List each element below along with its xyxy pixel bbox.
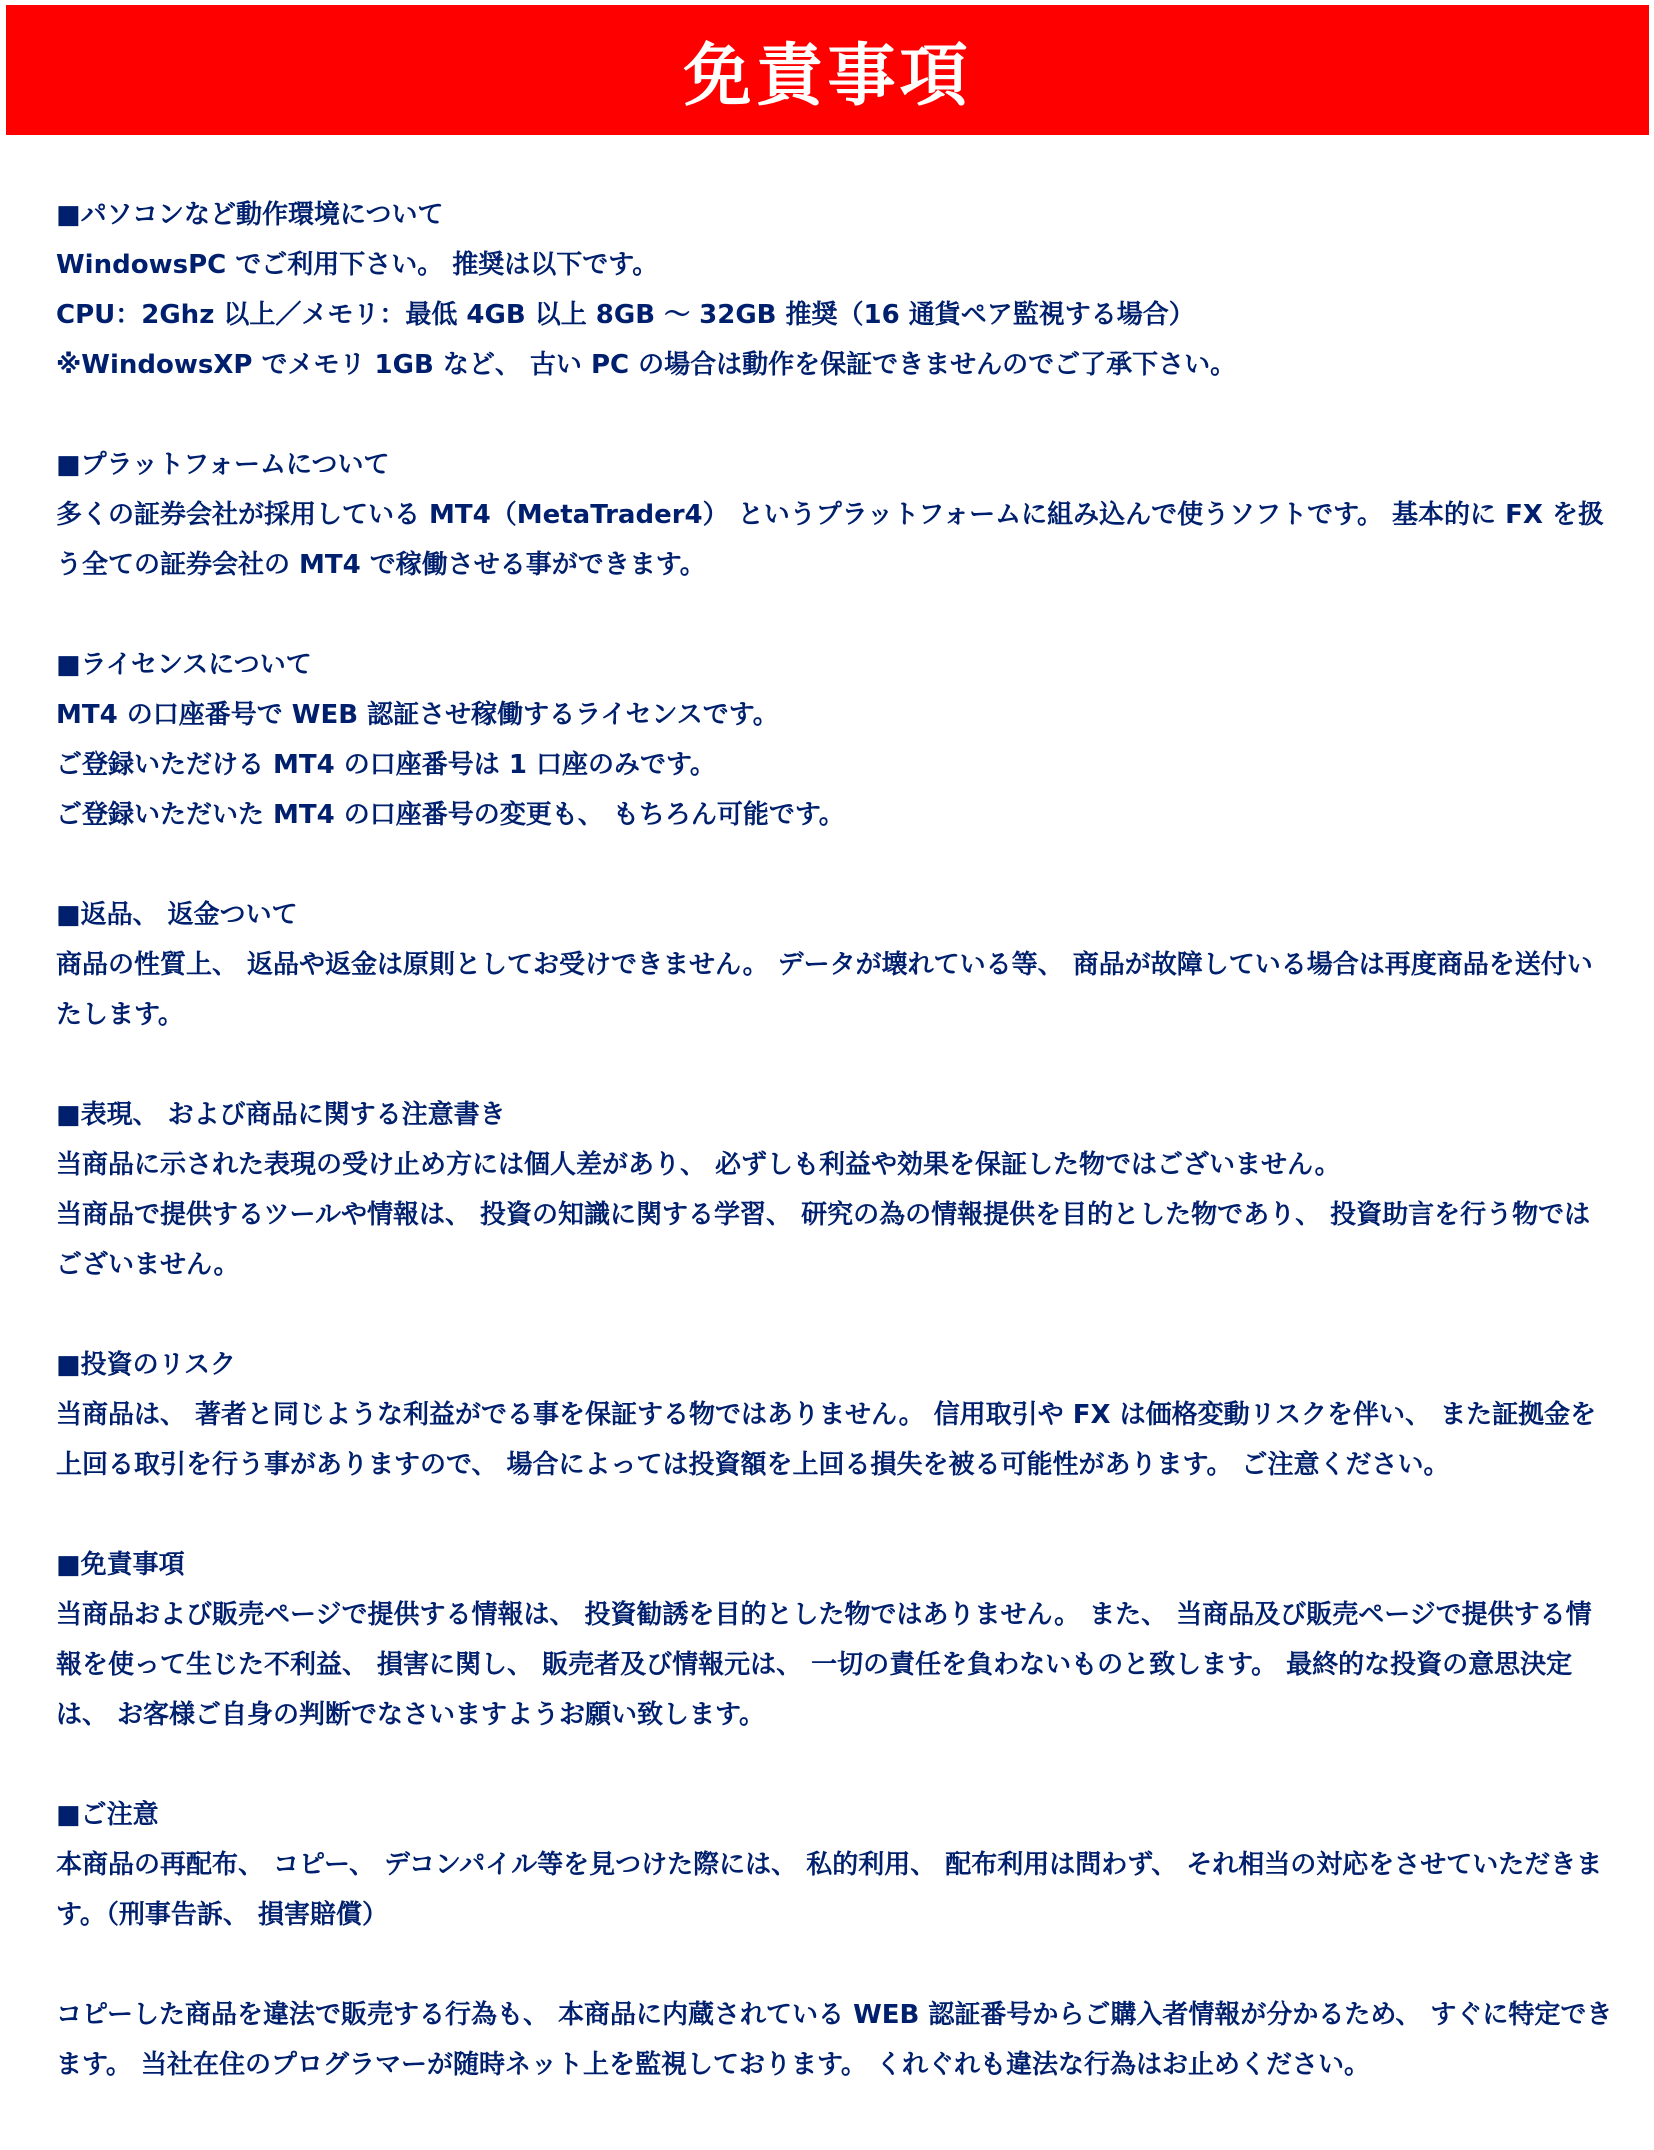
section-heading: ■返品、 返金ついて [56, 900, 298, 930]
section [56, 640, 1616, 840]
section-text: 当商品に示された表現の受け止め方には個人差があり、 必ずしも利益や効果を保証した物ではございません。 [56, 1150, 1341, 1180]
page-title: 免責事項 [683, 36, 972, 116]
section [56, 1340, 1616, 1490]
section-text: ご登録いただける MT4 の口座番号は 1 口座のみです。 [56, 750, 716, 780]
section-heading: ■投資のリスク [56, 1350, 237, 1380]
document-body [56, 190, 1616, 2140]
section-heading: ■パソコンなど動作環境について [56, 200, 444, 230]
section-text: 当商品で提供するツールや情報は、 投資の知識に関する学習、 研究の為の情報提供を目的とした物であり、 投資助言を行う物ではございません。 [56, 1200, 1591, 1280]
section-heading: ■ご注意 [56, 1800, 159, 1830]
section-text: WindowsPC でご利用下さい。 推奨は以下です。 [56, 250, 659, 280]
section-text: ご登録いただいた MT4 の口座番号の変更も、 もちろん可能です。 [56, 800, 845, 830]
section-text: ※WindowsXP でメモリ 1GB など、 古い PC の場合は動作を保証できませんのでご了承下さい。 [56, 350, 1237, 380]
section-text: 多くの証券会社が採用している MT4（MetaTrader4） というプラットフォームに組み込んで使うソフトです。 基本的に FX を扱う全ての証券会社の MT4 で稼働させる事ができます。 [56, 500, 1604, 580]
section-text: 当商品および販売ページで提供する情報は、 投資勧誘を目的とした物ではありません。 また、 当商品及び販売ページで提供する情報を使って生じた不利益、 損害に関し、 販売者及び情報元は、 一切の責任を負わないものと致します。 最終的な投資の意思決定は、 お客様ご自身の判断でなさいますようお願い致します。 [56, 1600, 1592, 1730]
section-heading: ■プラットフォームについて [56, 450, 390, 480]
section-text: 本商品の再配布、 コピー、 デコンパイル等を見つけた際には、 私的利用、 配布利用は問わず、 それ相当の対応をさせていただきます。（刑事告訴、 損害賠償） [56, 1850, 1603, 1930]
section-heading: ■表現、 および商品に関する注意書き [56, 1100, 506, 1130]
section [56, 1790, 1616, 1940]
section [56, 1090, 1616, 1290]
section [56, 1540, 1616, 1740]
section [56, 190, 1616, 390]
header-banner [6, 5, 1649, 135]
section [56, 1990, 1616, 2090]
section-text: 当商品は、 著者と同じような利益がでる事を保証する物ではありません。 信用取引や FX は価格変動リスクを伴い、 また証拠金を上回る取引を行う事がありますので、 場合によっては投資額を上回る損失を被る可能性があります。 ご注意ください。 [56, 1400, 1597, 1480]
section [56, 890, 1616, 1040]
section-text: MT4 の口座番号で WEB 認証させ稼働するライセンスです。 [56, 700, 779, 730]
section [56, 440, 1616, 590]
section-text: CPU：2Ghz 以上／メモリ：最低 4GB 以上 8GB ～ 32GB 推奨（16 通貨ペア監視する場合） [56, 300, 1195, 330]
section-heading: ■免責事項 [56, 1550, 185, 1580]
section-text: 商品の性質上、 返品や返金は原則としてお受けできません。 データが壊れている等、 商品が故障している場合は再度商品を送付いたします。 [56, 950, 1593, 1030]
section-heading: ■ライセンスについて [56, 650, 312, 680]
section-text: コピーした商品を違法で販売する行為も、 本商品に内蔵されている WEB 認証番号からご購入者情報が分かるため、 すぐに特定できます。 当社在住のプログラマーが随時ネット上を監視しております。 くれぐれも違法な行為はお止めください。 [56, 2000, 1613, 2080]
